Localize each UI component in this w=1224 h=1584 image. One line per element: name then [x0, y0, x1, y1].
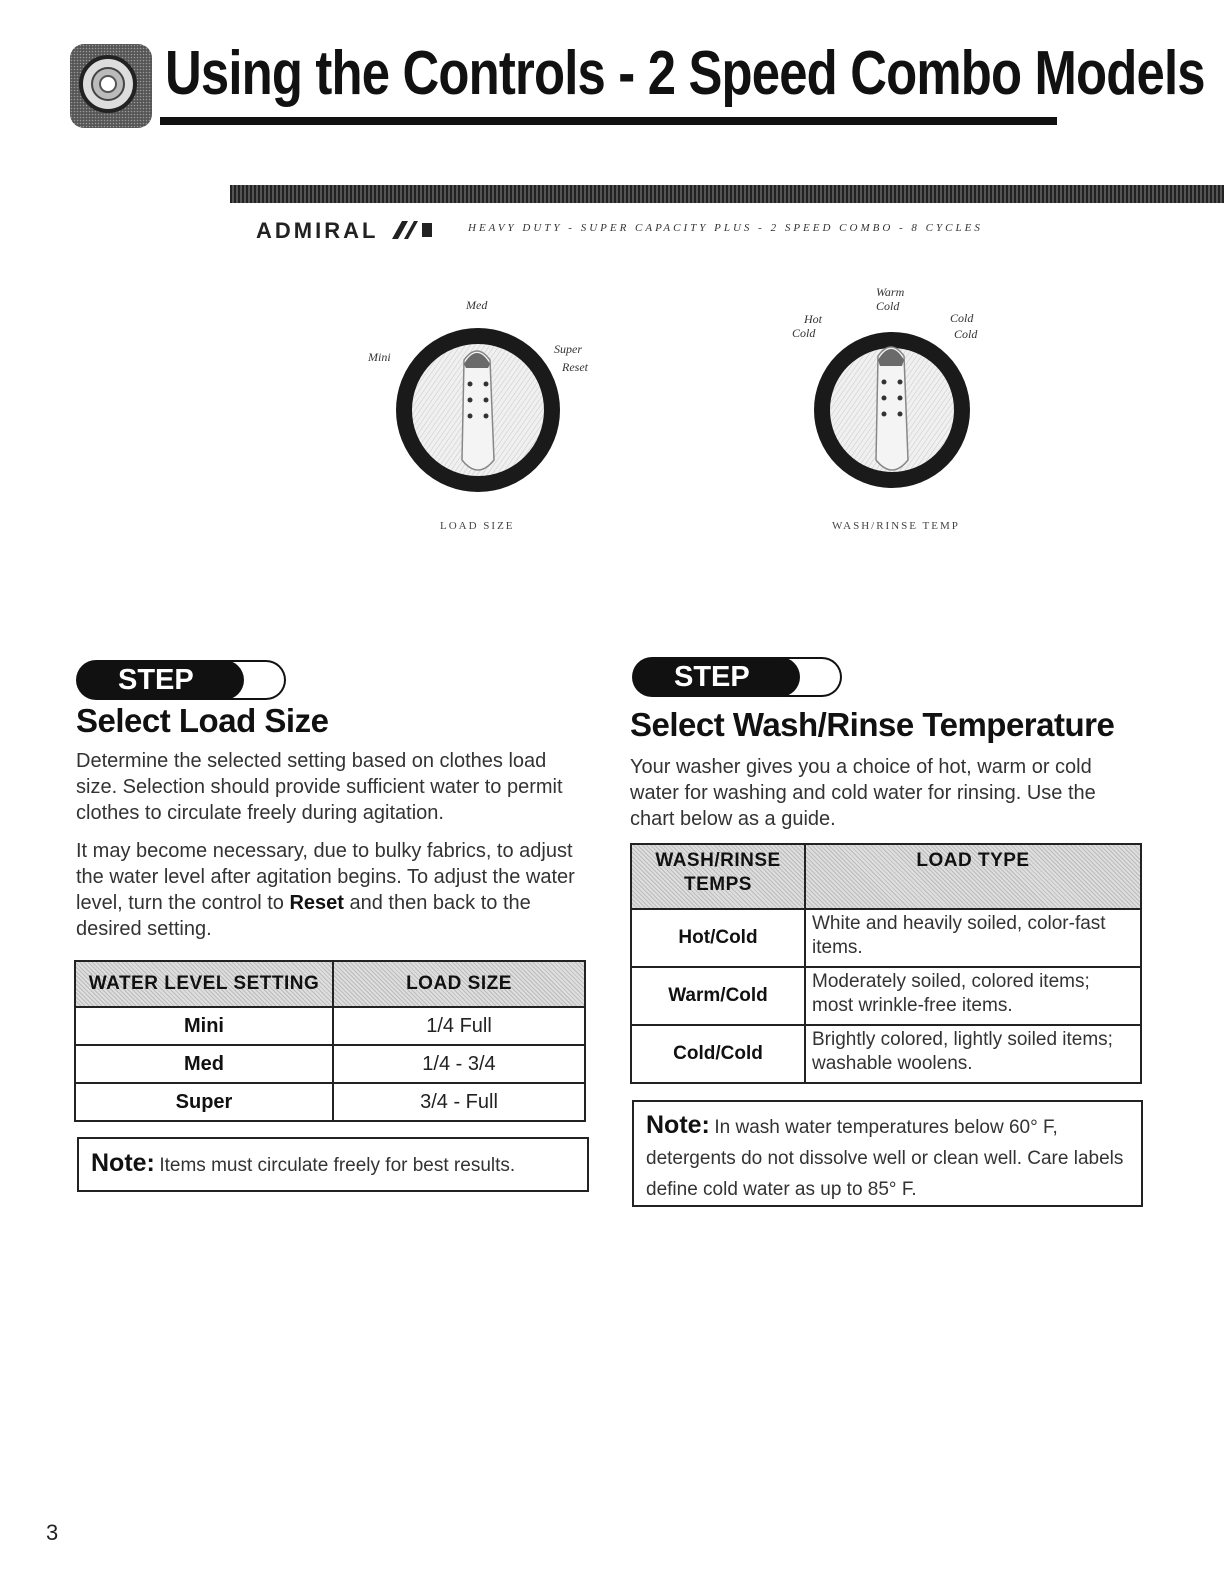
load-size-caption: LOAD SIZE	[440, 520, 515, 532]
step-number: 1	[226, 664, 242, 695]
table-row	[631, 909, 1141, 967]
step-1-paragraph-2	[76, 838, 576, 942]
brand-logo: ADMIRAL	[256, 218, 379, 243]
control-panel-stripe	[230, 185, 1224, 203]
dial-label-med: Med	[466, 298, 488, 312]
table-row	[75, 1007, 585, 1045]
load-type-cell: White and heavily soiled, color-fast items.	[805, 909, 1141, 967]
step-2-note	[632, 1100, 1143, 1207]
wash-rinse-temp-table	[630, 843, 1142, 1084]
load-size-dial[interactable]	[390, 320, 570, 510]
water-level-table	[74, 960, 586, 1122]
wash-rinse-temp-caption: WASH/RINSE TEMP	[832, 520, 960, 532]
step-2-paragraph: Your washer gives you a choice of hot, warm or cold water for washing and cold water for rinsing. Use the chart below as a guide.	[630, 756, 1096, 830]
dial-label-cold-right-1: Cold	[950, 311, 974, 325]
load-type-cell: Moderately soiled, colored items; most wrinkle-free items.	[805, 967, 1141, 1025]
step-2-title: Select Wash/Rinse Temperature	[630, 706, 1115, 743]
step-1-note	[77, 1137, 589, 1192]
table-row	[631, 1025, 1141, 1083]
step-number: 2	[782, 661, 798, 692]
page-title: Using the Controls - 2 Speed Combo Models	[165, 39, 1205, 108]
step-1-paragraph-1: Determine the selected setting based on clothes load size. Selection should provide sufficient water to permit clothes to circulate freely during agitation.	[76, 750, 563, 824]
dial-label-cold-right-2: Cold	[954, 327, 978, 341]
control-knob-icon	[70, 44, 152, 128]
load-size-cell: 3/4 - Full	[333, 1083, 585, 1121]
dial-label-mini: Mini	[368, 350, 391, 364]
page-number: 3	[46, 1520, 59, 1545]
brand-mark-icon	[392, 221, 432, 239]
wash-rinse-temp-dial[interactable]	[800, 320, 980, 510]
water-level-cell: Med	[75, 1045, 333, 1083]
reset-keyword: Reset	[289, 892, 344, 914]
note-text: Items must circulate freely for best results.	[159, 1155, 516, 1176]
table-row	[631, 967, 1141, 1025]
step-label: STEP	[76, 660, 244, 700]
table-row	[75, 1083, 585, 1121]
dial-label-cold-left: Cold	[792, 326, 816, 340]
temp-cell: Hot/Cold	[631, 909, 805, 967]
load-size-cell: 1/4 Full	[333, 1007, 585, 1045]
paragraph-text: It may become necessary, due to bulky fabrics, to adjust the water level after agitation begins. To adjust the water level, turn the control to	[76, 840, 575, 914]
table-row	[75, 1045, 585, 1083]
table-header: LOAD TYPE	[805, 844, 1141, 909]
dial-label-reset: Reset	[562, 360, 588, 374]
note-text: In wash water temperatures below 60° F, detergents do not dissolve well or clean well. Care labels define cold water as up to 85° F.	[646, 1117, 1124, 1200]
paragraph-text: and then back to the desired setting.	[76, 892, 531, 940]
step-1-badge	[76, 660, 288, 700]
load-size-cell: 1/4 - 3/4	[333, 1045, 585, 1083]
title-rule	[160, 117, 1057, 125]
note-label: Note:	[646, 1111, 710, 1139]
dial-label-cold-top: Cold	[876, 299, 900, 313]
water-level-cell: Super	[75, 1083, 333, 1121]
table-header: LOAD SIZE	[333, 961, 585, 1007]
dial-label-super: Super	[554, 342, 582, 356]
note-label: Note:	[91, 1149, 155, 1177]
water-level-cell: Mini	[75, 1007, 333, 1045]
temp-cell: Cold/Cold	[631, 1025, 805, 1083]
step-2-badge	[632, 657, 844, 697]
load-type-cell: Brightly colored, lightly soiled items; washable woolens.	[805, 1025, 1141, 1083]
step-1-title: Select Load Size	[76, 702, 329, 739]
dial-label-hot: Hot	[804, 312, 822, 326]
temp-cell: Warm/Cold	[631, 967, 805, 1025]
model-description: HEAVY DUTY - SUPER CAPACITY PLUS - 2 SPEED COMBO - 8 CYCLES	[468, 222, 983, 234]
dial-label-warm: Warm	[876, 285, 905, 299]
table-header: WASH/RINSE TEMPS	[631, 844, 805, 909]
step-label: STEP	[632, 657, 800, 697]
table-header: WATER LEVEL SETTING	[75, 961, 333, 1007]
